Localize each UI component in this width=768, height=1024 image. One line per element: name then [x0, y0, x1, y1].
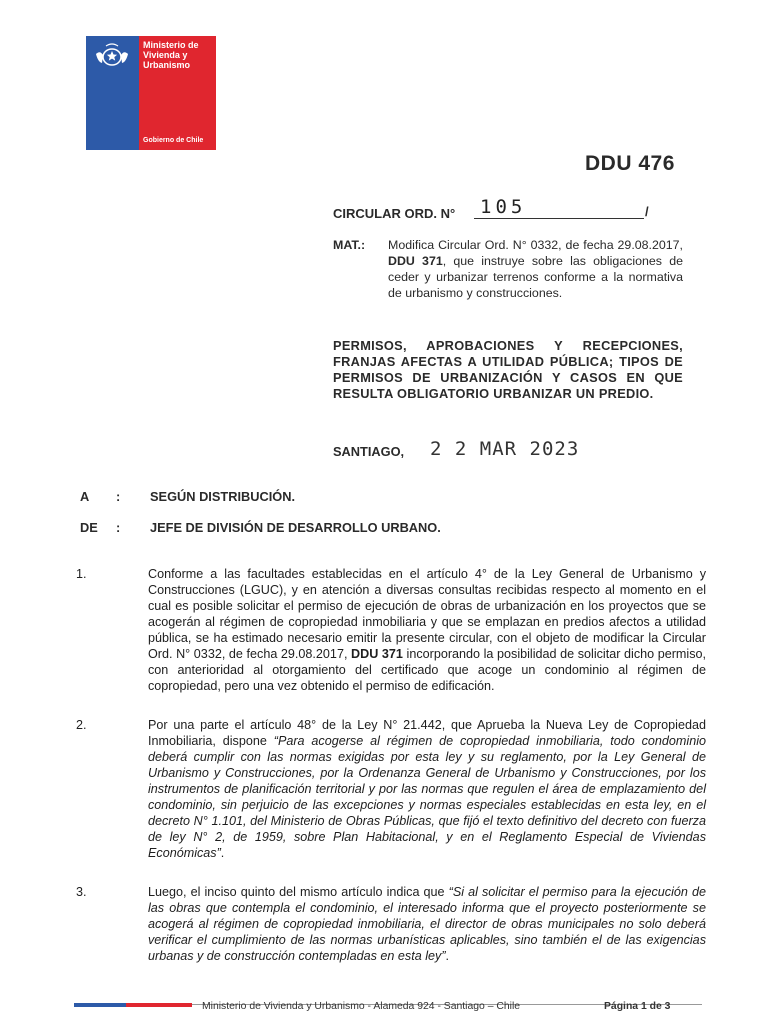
circular-label: CIRCULAR ORD. N° — [333, 206, 456, 221]
paragraph-text-part: . — [220, 846, 225, 860]
paragraph-text — [148, 566, 706, 694]
matter-label: MAT.: — [333, 238, 366, 252]
footer-red-bar — [126, 1003, 192, 1007]
paragraph-text-part: Por una parte el artículo 48° de la Ley N° 21.442, que Aprueba la Nueva Ley de Copropiedad Inmobiliaria, dispone — [148, 718, 706, 748]
paragraph-number: 1. — [76, 567, 87, 581]
document-subject: PERMISOS, APROBACIONES Y RECEPCIONES, FRANJAS AFECTAS A UTILIDAD PÚBLICA; TIPOS DE PERMISOS DE URBANIZACIÓN Y CASOS EN QUE RESULTA OBLIGATORIO URBANIZAR UN PREDIO. — [333, 338, 683, 401]
circular-number: 105 — [480, 196, 527, 218]
footer-address: Ministerio de Vivienda y Urbanismo - Alameda 924 - Santiago – Chile — [202, 1001, 521, 1012]
logo-blue-band — [86, 36, 139, 150]
recipient-key: A — [80, 489, 90, 504]
date-stamp: 2 2 MAR 2023 — [430, 438, 580, 460]
recipient-value: SEGÚN DISTRIBUCIÓN. — [150, 489, 296, 504]
matter-text-part: , que instruye sobre las obligaciones de ceder y urbanizar terrenos conforme a la normativa de urbanismo y construcciones. — [388, 254, 683, 300]
chile-coat-of-arms-icon — [92, 42, 132, 70]
paragraph-number: 3. — [76, 885, 87, 899]
circular-slash: / — [645, 204, 649, 219]
paragraph-1 — [76, 566, 706, 694]
paragraph-text-part: Luego, el inciso quinto del mismo artículo indica que — [148, 885, 449, 899]
paragraph-text-part: . — [445, 949, 450, 963]
paragraph-text-bold: DDU 371 — [351, 647, 403, 661]
footer-blue-bar — [74, 1003, 126, 1007]
paragraph-quote: “Si al solicitar el permiso para la ejecución de las obras que contempla el condominio, el interesado informa que el proyecto posteriormente se acogerá al régimen de copropiedad inmobiliaria, el director de obras municipales no solo deberá verificar el cumplimiento de las normas urbanísticas aplicables, sino también el de las exigencias urbanas y de construcción contempladas en esta ley” — [148, 885, 706, 963]
paragraph-quote: “Para acogerse al régimen de copropiedad inmobiliaria, todo condominio deberá cumplir con las normas exigidas por esta ley y su reglamento, por la Ley General de Urbanismo y Construcciones, por la Ordenanza General de Urbanismo y Construcciones, por los instrumentos de planificación territorial y por las normas que regulen el área de emplazamiento del condominio, sin perjuicio de las excepciones y normas especiales establecidas en esta ley, en el decreto N° 1.101, del Ministerio de Obras Públicas, que fijó el texto definitivo del decreto con fuerza de ley N° 2, de 1959, sobre Plan Habitacional, y en el Reglamento Especial de Viviendas Económicas” — [148, 734, 706, 860]
circular-number-field — [474, 198, 644, 219]
logo-red-band — [139, 36, 216, 150]
page-number: Página 1 de 3 — [604, 1001, 671, 1012]
matter-text-part: Modifica Circular Ord. N° 0332, de fecha 29.08.2017, — [388, 238, 683, 252]
paragraph-2 — [76, 717, 706, 861]
recipient-colon: : — [116, 489, 121, 504]
document-code: DDU 476 — [585, 152, 675, 175]
sender-colon: : — [116, 520, 121, 535]
matter-block — [333, 237, 683, 301]
sender-key: DE — [80, 520, 98, 535]
place: SANTIAGO, — [333, 444, 405, 459]
paragraph-text — [148, 717, 706, 861]
paragraph-3 — [76, 884, 706, 964]
matter-text-bold: DDU 371 — [388, 254, 443, 268]
logo-government-name: Gobierno de Chile — [143, 137, 204, 144]
logo-ministry-name: Ministerio de Vivienda y Urbanismo — [143, 40, 199, 70]
paragraph-number: 2. — [76, 718, 87, 732]
sender-value: JEFE DE DIVISIÓN DE DESARROLLO URBANO. — [150, 520, 441, 535]
footer-flag-bar — [74, 1003, 192, 1007]
matter-text — [388, 237, 683, 301]
ministry-logo — [86, 36, 216, 150]
paragraph-text-part: Conforme a las facultades establecidas en el artículo 4° de la Ley General de Urbanismo y Construcciones (LGUC), y en atención a diversas consultas recibidas respecto al momento en el cual es posible solicitar el permiso de ejecución de obras de urbanización en los proyectos que se acogerán al régimen de copropiedad inmobiliaria y que se emplazan en predios afectos a utilidad pública, se ha estimado necesario emitir la presente circular, con el objeto de modificar la Circular Ord. N° 0332, de fecha 29.08.2017, — [148, 567, 706, 661]
paragraph-text — [148, 884, 706, 964]
paragraph-text-part: incorporando la posibilidad de solicitar dicho permiso, con anterioridad al otorgamiento del certificado que acoge un condominio al régimen de copropiedad, pero una vez obtenido el permiso de edificación. — [148, 647, 707, 693]
